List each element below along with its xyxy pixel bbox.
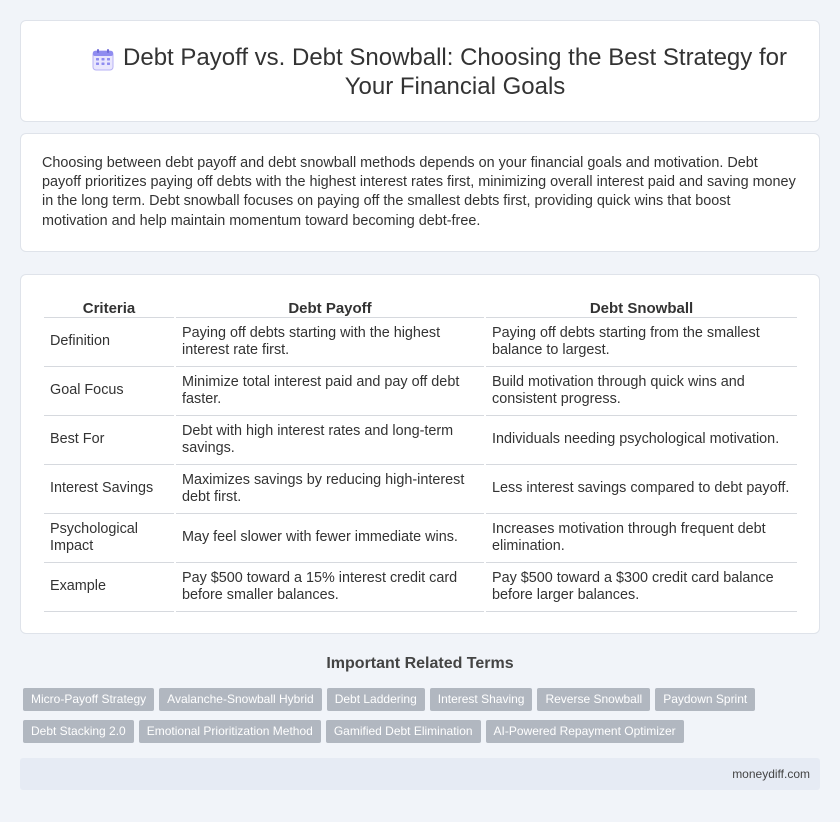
related-term-tag[interactable]: Paydown Sprint [655, 688, 755, 711]
related-term-tag[interactable]: AI-Powered Repayment Optimizer [486, 720, 684, 743]
title-card [20, 20, 820, 122]
debt-payoff-cell: May feel slower with fewer immediate wins. [176, 514, 484, 563]
calendar-icon [91, 48, 115, 72]
intro-paragraph: Choosing between debt payoff and debt snowball methods depends on your financial goals and motivation. Debt payoff prioritizes paying off debts with the highest interest rates first, minimizing overall interest paid and saving money in the long term. Debt snowball focuses on paying off the smallest debts first, providing quick wins that boost motivation and help maintain momentum toward becoming debt-free. [42, 155, 796, 229]
debt-payoff-cell: Maximizes savings by reducing high-interest debt first. [176, 465, 484, 514]
debt-snowball-cell: Individuals needing psychological motivation. [486, 416, 797, 465]
comparison-card [20, 274, 820, 634]
table-header-row [44, 296, 797, 318]
table-row [44, 514, 797, 563]
table-row [44, 367, 797, 416]
footer-site-link[interactable]: moneydiff.com [732, 767, 810, 781]
debt-snowball-cell: Less interest savings compared to debt payoff. [486, 465, 797, 514]
debt-snowball-cell: Pay $500 toward a $300 credit card balance before larger balances. [486, 563, 797, 612]
related-term-tag[interactable]: Emotional Prioritization Method [139, 720, 321, 743]
comparison-table [42, 296, 799, 612]
footer-bar [20, 758, 820, 790]
debt-snowball-cell: Increases motivation through frequent debt elimination. [486, 514, 797, 563]
intro-card [20, 133, 820, 252]
header-criteria: Criteria [44, 296, 174, 318]
header-debt-payoff: Debt Payoff [176, 296, 484, 318]
criteria-cell: Goal Focus [44, 367, 174, 416]
related-terms-heading: Important Related Terms [326, 655, 514, 672]
related-term-tag[interactable]: Micro-Payoff Strategy [23, 688, 154, 711]
debt-payoff-cell: Paying off debts starting with the highest interest rate first. [176, 318, 484, 367]
table-row [44, 416, 797, 465]
related-term-tag[interactable]: Interest Shaving [430, 688, 533, 711]
debt-payoff-cell: Minimize total interest paid and pay off debt faster. [176, 367, 484, 416]
criteria-cell: Best For [44, 416, 174, 465]
related-term-tag[interactable]: Avalanche-Snowball Hybrid [159, 688, 322, 711]
criteria-cell: Psychological Impact [44, 514, 174, 563]
related-term-tag[interactable]: Reverse Snowball [537, 688, 650, 711]
related-terms-list [23, 688, 783, 752]
table-row [44, 318, 797, 367]
related-term-tag[interactable]: Debt Stacking 2.0 [23, 720, 134, 743]
criteria-cell: Interest Savings [44, 465, 174, 514]
header-debt-snowball: Debt Snowball [486, 296, 797, 318]
related-term-tag[interactable]: Gamified Debt Elimination [326, 720, 481, 743]
criteria-cell: Definition [44, 318, 174, 367]
related-term-tag[interactable]: Debt Laddering [327, 688, 425, 711]
debt-snowball-cell: Build motivation through quick wins and consistent progress. [486, 367, 797, 416]
table-row [44, 465, 797, 514]
debt-payoff-cell: Pay $500 toward a 15% interest credit card before smaller balances. [176, 563, 484, 612]
page-title: Debt Payoff vs. Debt Snowball: Choosing the Best Strategy for Your Financial Goals [123, 44, 787, 100]
debt-payoff-cell: Debt with high interest rates and long-term savings. [176, 416, 484, 465]
debt-snowball-cell: Paying off debts starting from the smallest balance to largest. [486, 318, 797, 367]
criteria-cell: Example [44, 563, 174, 612]
table-row [44, 563, 797, 612]
